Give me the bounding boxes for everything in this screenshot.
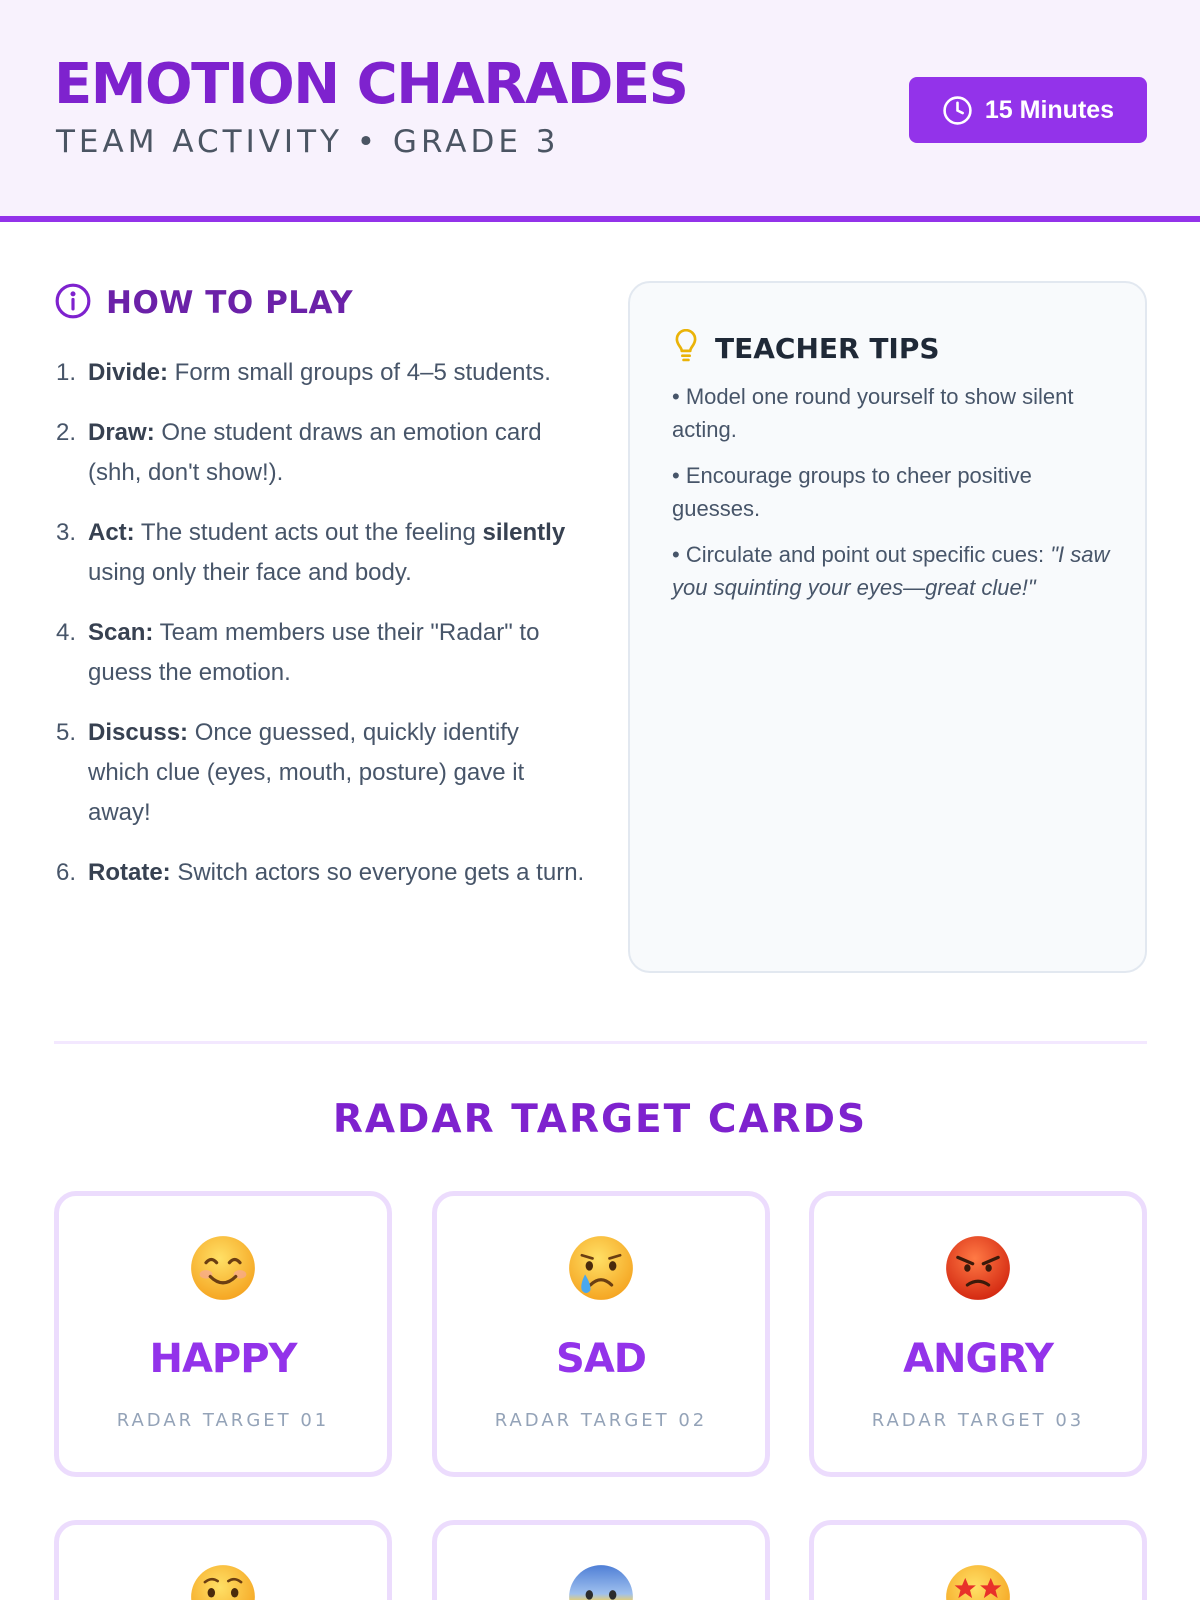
step-emphasis: silently — [482, 519, 566, 546]
list-item — [56, 613, 586, 693]
step-label: Act: — [88, 519, 135, 546]
emotion-card-starstruck — [809, 1520, 1147, 1600]
clock-icon — [942, 95, 973, 126]
list-item: • Encourage groups to cheer positive guesses. — [672, 463, 1032, 521]
step-label: Rotate: — [88, 859, 171, 886]
list-item: • Model one round yourself to show silent acting. — [672, 384, 1074, 442]
step-text-after: using only their face and body. — [88, 559, 412, 586]
fearful-face-icon — [437, 1563, 765, 1600]
tips-list — [672, 380, 1112, 617]
how-to-play-heading — [54, 282, 353, 324]
cards-section-title: RADAR TARGET CARDS — [332, 1097, 868, 1142]
how-to-play-title: HOW TO PLAY — [106, 285, 354, 321]
duration-badge — [909, 77, 1147, 143]
card-emotion-name: HAPPY — [149, 1336, 297, 1382]
step-text: Team members use their "Radar" to guess the emotion. — [88, 619, 540, 686]
step-label: Scan: — [88, 619, 154, 646]
step-text: One student draws an emotion card (shh, don't show!). — [88, 419, 542, 486]
list-item — [56, 413, 586, 493]
crying-face-icon — [437, 1234, 765, 1302]
list-item — [56, 353, 586, 393]
step-number: 4. — [56, 619, 77, 646]
smiling-face-icon — [59, 1234, 387, 1302]
step-label: Divide: — [88, 359, 169, 386]
card-target-label: RADAR TARGET 01 — [116, 1410, 330, 1431]
emotion-card-angry — [809, 1191, 1147, 1477]
step-label: Draw: — [88, 419, 155, 446]
card-emotion-name: ANGRY — [903, 1336, 1053, 1382]
list-item — [672, 538, 1112, 604]
step-text: Form small groups of 4–5 students. — [168, 359, 551, 386]
step-label: Discuss: — [88, 719, 189, 746]
page-header — [0, 0, 1200, 222]
step-number: 2. — [56, 419, 77, 446]
step-number: 1. — [56, 359, 77, 386]
teacher-tips-panel — [628, 281, 1147, 973]
section-divider — [54, 1041, 1147, 1044]
star-struck-face-icon — [814, 1563, 1142, 1600]
step-text: The student acts out the feeling — [134, 519, 483, 546]
angry-face-icon — [814, 1234, 1142, 1302]
tip-text: • Circulate and point out specific cues: — [672, 542, 1051, 567]
card-emotion-name: SAD — [556, 1336, 646, 1382]
step-number: 3. — [56, 519, 77, 546]
step-number: 5. — [56, 719, 77, 746]
tip-quote: "I saw you squinting your eyes—great clue!" — [672, 542, 1110, 600]
card-target-label: RADAR TARGET 03 — [871, 1410, 1085, 1431]
list-item — [56, 513, 586, 593]
emotion-card-fearful — [432, 1520, 770, 1600]
step-text: Switch actors so everyone gets a turn. — [170, 859, 585, 886]
lightbulb-icon — [673, 329, 699, 367]
surprised-face-icon — [59, 1563, 387, 1600]
card-target-label: RADAR TARGET 02 — [494, 1410, 708, 1431]
emotion-card-sad — [432, 1191, 770, 1477]
emotion-card-happy — [54, 1191, 392, 1477]
teacher-tips-title: TEACHER TIPS — [715, 331, 940, 365]
duration-label: 15 Minutes — [984, 95, 1115, 124]
step-text: Once guessed, quickly identify which clue (eyes, mouth, posture) gave it away! — [88, 719, 525, 826]
emotion-card-surprised — [54, 1520, 392, 1600]
step-number: 6. — [56, 859, 77, 886]
steps-list — [56, 353, 586, 913]
page-subtitle: TEAM ACTIVITY • GRADE 3 — [56, 124, 560, 160]
list-item — [56, 713, 586, 833]
teacher-tips-heading — [673, 329, 940, 367]
info-icon — [54, 282, 92, 324]
list-item — [56, 853, 586, 893]
page-title: EMOTION CHARADES — [54, 52, 688, 117]
